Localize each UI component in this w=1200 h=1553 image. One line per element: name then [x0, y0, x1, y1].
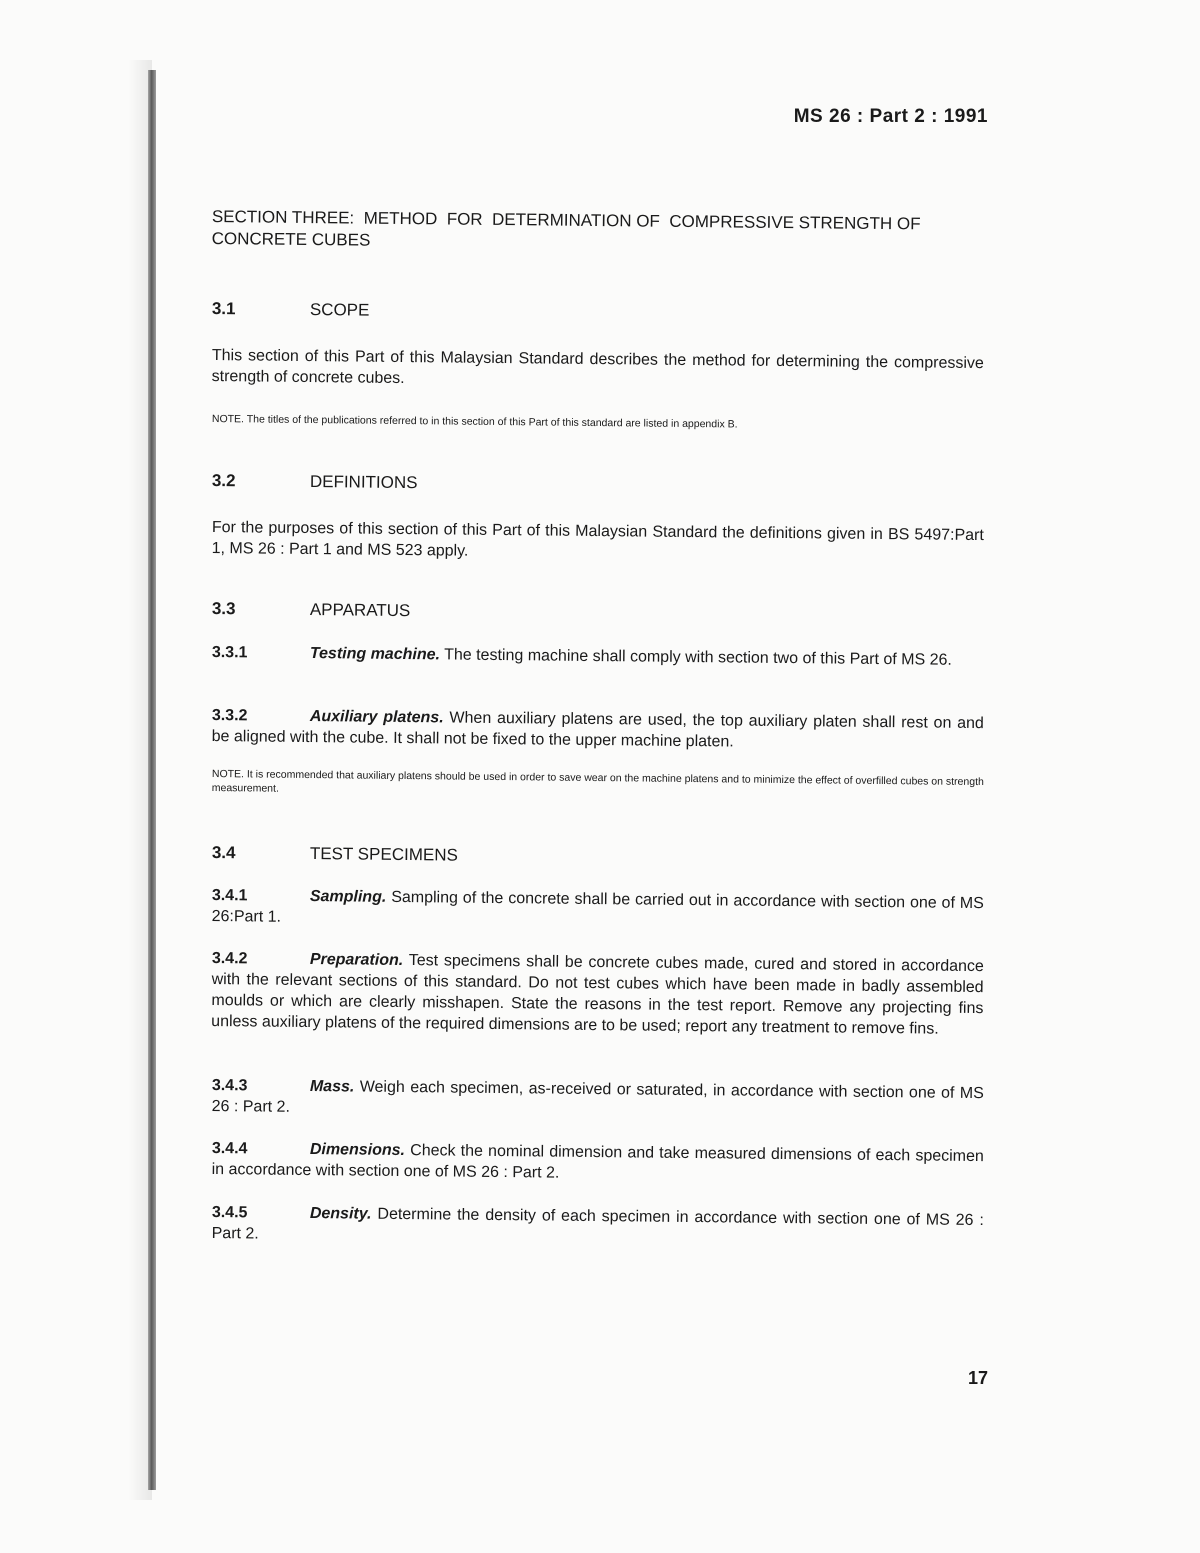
- clause-number: 3.4.4: [211, 1139, 248, 1158]
- clause-sampling: [212, 885, 984, 935]
- clause-title: Mass.: [309, 1078, 355, 1096]
- paragraph-scope: This section of this Part of this Malaysian Standard describes the method for determining the compressive strength of concrete cubes.: [211, 346, 984, 388]
- clause-number: 3.4.2: [211, 949, 248, 968]
- clause-number: 3.3.2: [211, 706, 248, 725]
- clause-density: [212, 1202, 984, 1252]
- clause-title: Auxiliary platens.: [309, 708, 444, 727]
- clause-preparation: [211, 948, 984, 1040]
- clause-number: 3.4.1: [211, 886, 248, 905]
- heading-title: TEST SPECIMENS: [309, 844, 458, 865]
- section-title-line-1: SECTION THREE: METHOD FOR DETERMINATION OF COMPRESSIVE STRENGTH OF: [211, 206, 921, 234]
- heading-apparatus: [212, 598, 411, 622]
- heading-definitions: [212, 470, 418, 494]
- clause-title: Sampling.: [309, 888, 387, 906]
- heading-scope: [212, 298, 370, 322]
- section-title-line-2: CONCRETE CUBES: [211, 228, 371, 250]
- clause-testing-machine: [212, 642, 984, 671]
- section-title: [212, 206, 988, 258]
- clause-text: Determine the density of each specimen in accordance with section one of MS 26 : Part 2.: [211, 1205, 984, 1243]
- heading-number: 3.1: [211, 298, 236, 319]
- clause-title: Testing machine.: [309, 645, 441, 664]
- note-scope: NOTE. The titles of the publications referred to in this section of this Part of this standard are listed in appendix B.: [211, 412, 738, 431]
- clause-number: 3.3.1: [211, 643, 248, 662]
- clause-text: When auxiliary platens are used, the top auxiliary platen shall rest on and be aligned with the cube. It shall not be fixed to the upper machine platen.: [211, 709, 984, 751]
- clause-number: 3.4.3: [211, 1076, 248, 1095]
- paragraph-definitions: For the purposes of this section of this Part of this Malaysian Standard the definitions given in BS 5497:Part 1, MS 26 : Part 1 and MS 523 apply.: [211, 518, 984, 560]
- clause-dimensions: [212, 1138, 984, 1188]
- clause-title: Preparation.: [309, 951, 404, 970]
- heading-test-specimens: [212, 842, 458, 867]
- heading-number: 3.4: [211, 842, 236, 863]
- page-number: 17: [967, 1368, 988, 1388]
- clause-number: 3.4.5: [211, 1203, 248, 1222]
- clause-text: The testing machine shall comply with section two of this Part of MS 26.: [439, 646, 952, 669]
- note-apparatus: NOTE. It is recommended that auxiliary platens should be used in order to save wear on the machine platens and to minimize the effect of overfilled cubes on strength measurement.: [211, 767, 984, 795]
- standard-reference: MS 26 : Part 2 : 1991: [793, 106, 988, 127]
- clause-text: Sampling of the concrete shall be carried out in accordance with section one of MS 26:Part 1.: [211, 888, 984, 926]
- clause-text: Weigh each specimen, as-received or saturated, in accordance with section one of MS 26 : Part 2.: [211, 1078, 984, 1116]
- clause-text: Check the nominal dimension and take measured dimensions of each specimen in accordance with section one of MS 26 : Part 2.: [211, 1142, 984, 1182]
- clause-title: Density.: [309, 1205, 372, 1223]
- heading-title: SCOPE: [309, 300, 370, 320]
- heading-number: 3.2: [211, 470, 236, 491]
- heading-number: 3.3: [211, 598, 236, 619]
- heading-title: APPARATUS: [309, 600, 411, 621]
- clause-auxiliary-platens: [212, 705, 984, 755]
- heading-title: DEFINITIONS: [309, 472, 418, 493]
- clause-mass: [212, 1075, 984, 1125]
- clause-title: Dimensions.: [309, 1141, 406, 1160]
- clause-text: Test specimens shall be concrete cubes made, cured and stored in accordance with the relevant sections of this standard. Do not test cubes which have been made in badly assembled moulds or which are clearly misshapen. State the reasons in the test report. Remove any projecting fins unless auxiliary platens of the required dimensions are to be used; report any treatment to remove fins.: [211, 952, 984, 1038]
- binding-edge: [148, 70, 156, 1490]
